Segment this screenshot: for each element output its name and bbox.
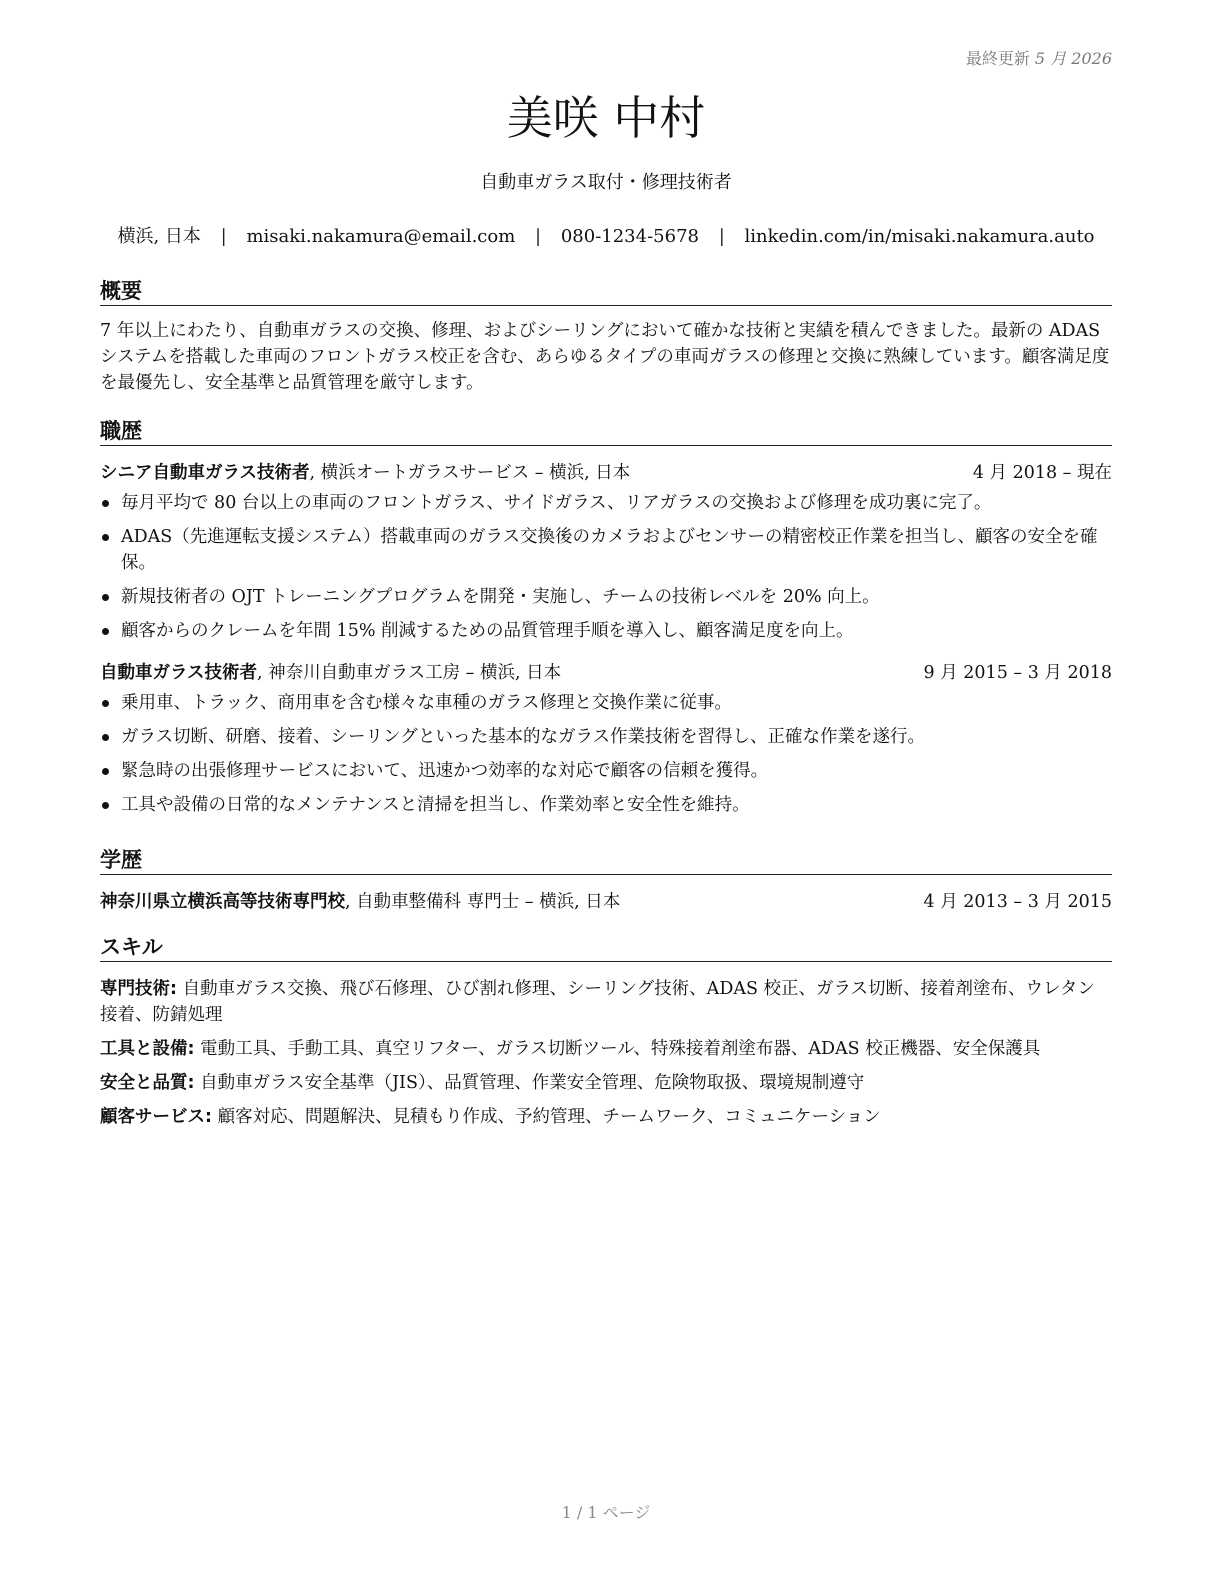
skill-label: 顧客サービス: bbox=[100, 1107, 212, 1127]
education-entry bbox=[100, 889, 1112, 915]
job-org: , 横浜オートガラスサービス – 横浜, 日本 bbox=[309, 463, 631, 483]
skill-text: 自動車ガラス安全基準（JIS）、品質管理、作業安全管理、危険物取扱、環境規制遵守 bbox=[194, 1073, 865, 1093]
education-heading: 学歴 bbox=[100, 846, 1112, 875]
job-entry bbox=[100, 460, 1112, 644]
experience-heading: 職歴 bbox=[100, 417, 1112, 446]
skill-row bbox=[100, 1070, 1112, 1096]
list-item: 工具や設備の日常的なメンテナンスと清掃を担当し、作業効率と安全性を維持。 bbox=[100, 792, 1112, 818]
list-item: ADAS（先進運転支援システム）搭載車両のガラス交換後のカメラおよびセンサーの精密校正作業を担当し、顧客の安全を確保。 bbox=[100, 524, 1112, 576]
last-updated-date: 5 月 2026 bbox=[1034, 49, 1112, 68]
contact-linkedin[interactable]: linkedin.com/in/misaki.nakamura.auto bbox=[744, 226, 1095, 247]
job-header bbox=[100, 460, 1112, 486]
summary-text: 7 年以上にわたり、自動車ガラスの交換、修理、およびシーリングにおいて確かな技術と実績を積んできました。最新の ADAS システムを搭載した車両のフロントガラス校正を含む、あらゆるタイプの車両ガラスの修理と交換に熟練しています。顧客満足度を最優先し、安全基準と品質管理を厳守します。 bbox=[100, 321, 1110, 393]
skill-row bbox=[100, 1036, 1112, 1062]
contact-phone[interactable]: 080-1234-5678 bbox=[560, 226, 699, 247]
candidate-name: 美咲 中村 bbox=[506, 91, 706, 145]
skill-row bbox=[100, 976, 1112, 1028]
job-title: 自動車ガラス取付・修理技術者 bbox=[480, 172, 732, 193]
skills-section bbox=[100, 933, 1112, 1138]
job-entry bbox=[100, 660, 1112, 818]
education-detail: , 自動車整備科 専門士 – 横浜, 日本 bbox=[345, 892, 621, 912]
list-item: 毎月平均で 80 台以上の車両のフロントガラス、サイドガラス、リアガラスの交換および修理を成功裏に完了。 bbox=[100, 490, 1112, 516]
resume-page bbox=[100, 0, 1112, 1584]
job-header bbox=[100, 660, 1112, 686]
contact-line bbox=[100, 224, 1112, 250]
last-updated-prefix: 最終更新 bbox=[965, 49, 1030, 68]
contact-separator: | bbox=[718, 226, 725, 247]
contact-email[interactable]: misaki.nakamura@email.com bbox=[246, 226, 516, 247]
summary-section bbox=[100, 277, 1112, 396]
contact-location: 横浜, 日本 bbox=[117, 226, 201, 247]
job-dates: 4 月 2018 – 現在 bbox=[972, 463, 1112, 483]
job-role: シニア自動車ガラス技術者 bbox=[100, 463, 310, 483]
page-number: 1 / 1 ページ bbox=[561, 1503, 651, 1522]
education-section bbox=[100, 846, 1112, 915]
skill-label: 工具と設備: bbox=[100, 1039, 195, 1059]
education-dates: 4 月 2013 – 3 月 2015 bbox=[923, 892, 1112, 912]
job-role: 自動車ガラス技術者 bbox=[100, 663, 257, 683]
skill-text: 顧客対応、問題解決、見積もり作成、予約管理、チームワーク、コミュニケーション bbox=[212, 1107, 881, 1127]
skill-row bbox=[100, 1104, 1112, 1130]
list-item: 新規技術者の OJT トレーニングプログラムを開発・実施し、チームの技術レベルを 20% 向上。 bbox=[100, 584, 1112, 610]
experience-section bbox=[100, 417, 1112, 826]
list-item: 乗用車、トラック、商用車を含む様々な車種のガラス修理と交換作業に従事。 bbox=[100, 690, 1112, 716]
contact-separator: | bbox=[535, 226, 542, 247]
last-updated bbox=[966, 46, 1112, 69]
skills-list bbox=[100, 976, 1112, 1130]
contact-separator: | bbox=[220, 226, 227, 247]
skill-label: 安全と品質: bbox=[100, 1073, 195, 1093]
job-bullets bbox=[100, 690, 1112, 818]
list-item: 緊急時の出張修理サービスにおいて、迅速かつ効率的な対応で顧客の信頼を獲得。 bbox=[100, 758, 1112, 784]
skill-label: 専門技術: bbox=[100, 979, 177, 999]
skill-text: 電動工具、手動工具、真空リフター、ガラス切断ツール、特殊接着剤塗布器、ADAS 校正機器、安全保護具 bbox=[194, 1039, 1041, 1059]
list-item: 顧客からのクレームを年間 15% 削減するための品質管理手順を導入し、顧客満足度を向上。 bbox=[100, 618, 1112, 644]
job-org: , 神奈川自動車ガラス工房 – 横浜, 日本 bbox=[256, 663, 562, 683]
education-school: 神奈川県立横浜高等技術専門校 bbox=[100, 892, 345, 912]
job-dates: 9 月 2015 – 3 月 2018 bbox=[923, 663, 1112, 683]
skills-heading: スキル bbox=[100, 933, 1112, 962]
summary-heading: 概要 bbox=[100, 277, 1112, 306]
job-bullets bbox=[100, 490, 1112, 644]
skill-text: 自動車ガラス交換、飛び石修理、ひび割れ修理、シーリング技術、ADAS 校正、ガラス切断、接着剤塗布、ウレタン接着、防錆処理 bbox=[100, 979, 1095, 1025]
list-item: ガラス切断、研磨、接着、シーリングといった基本的なガラス作業技術を習得し、正確な作業を遂行。 bbox=[100, 724, 1112, 750]
